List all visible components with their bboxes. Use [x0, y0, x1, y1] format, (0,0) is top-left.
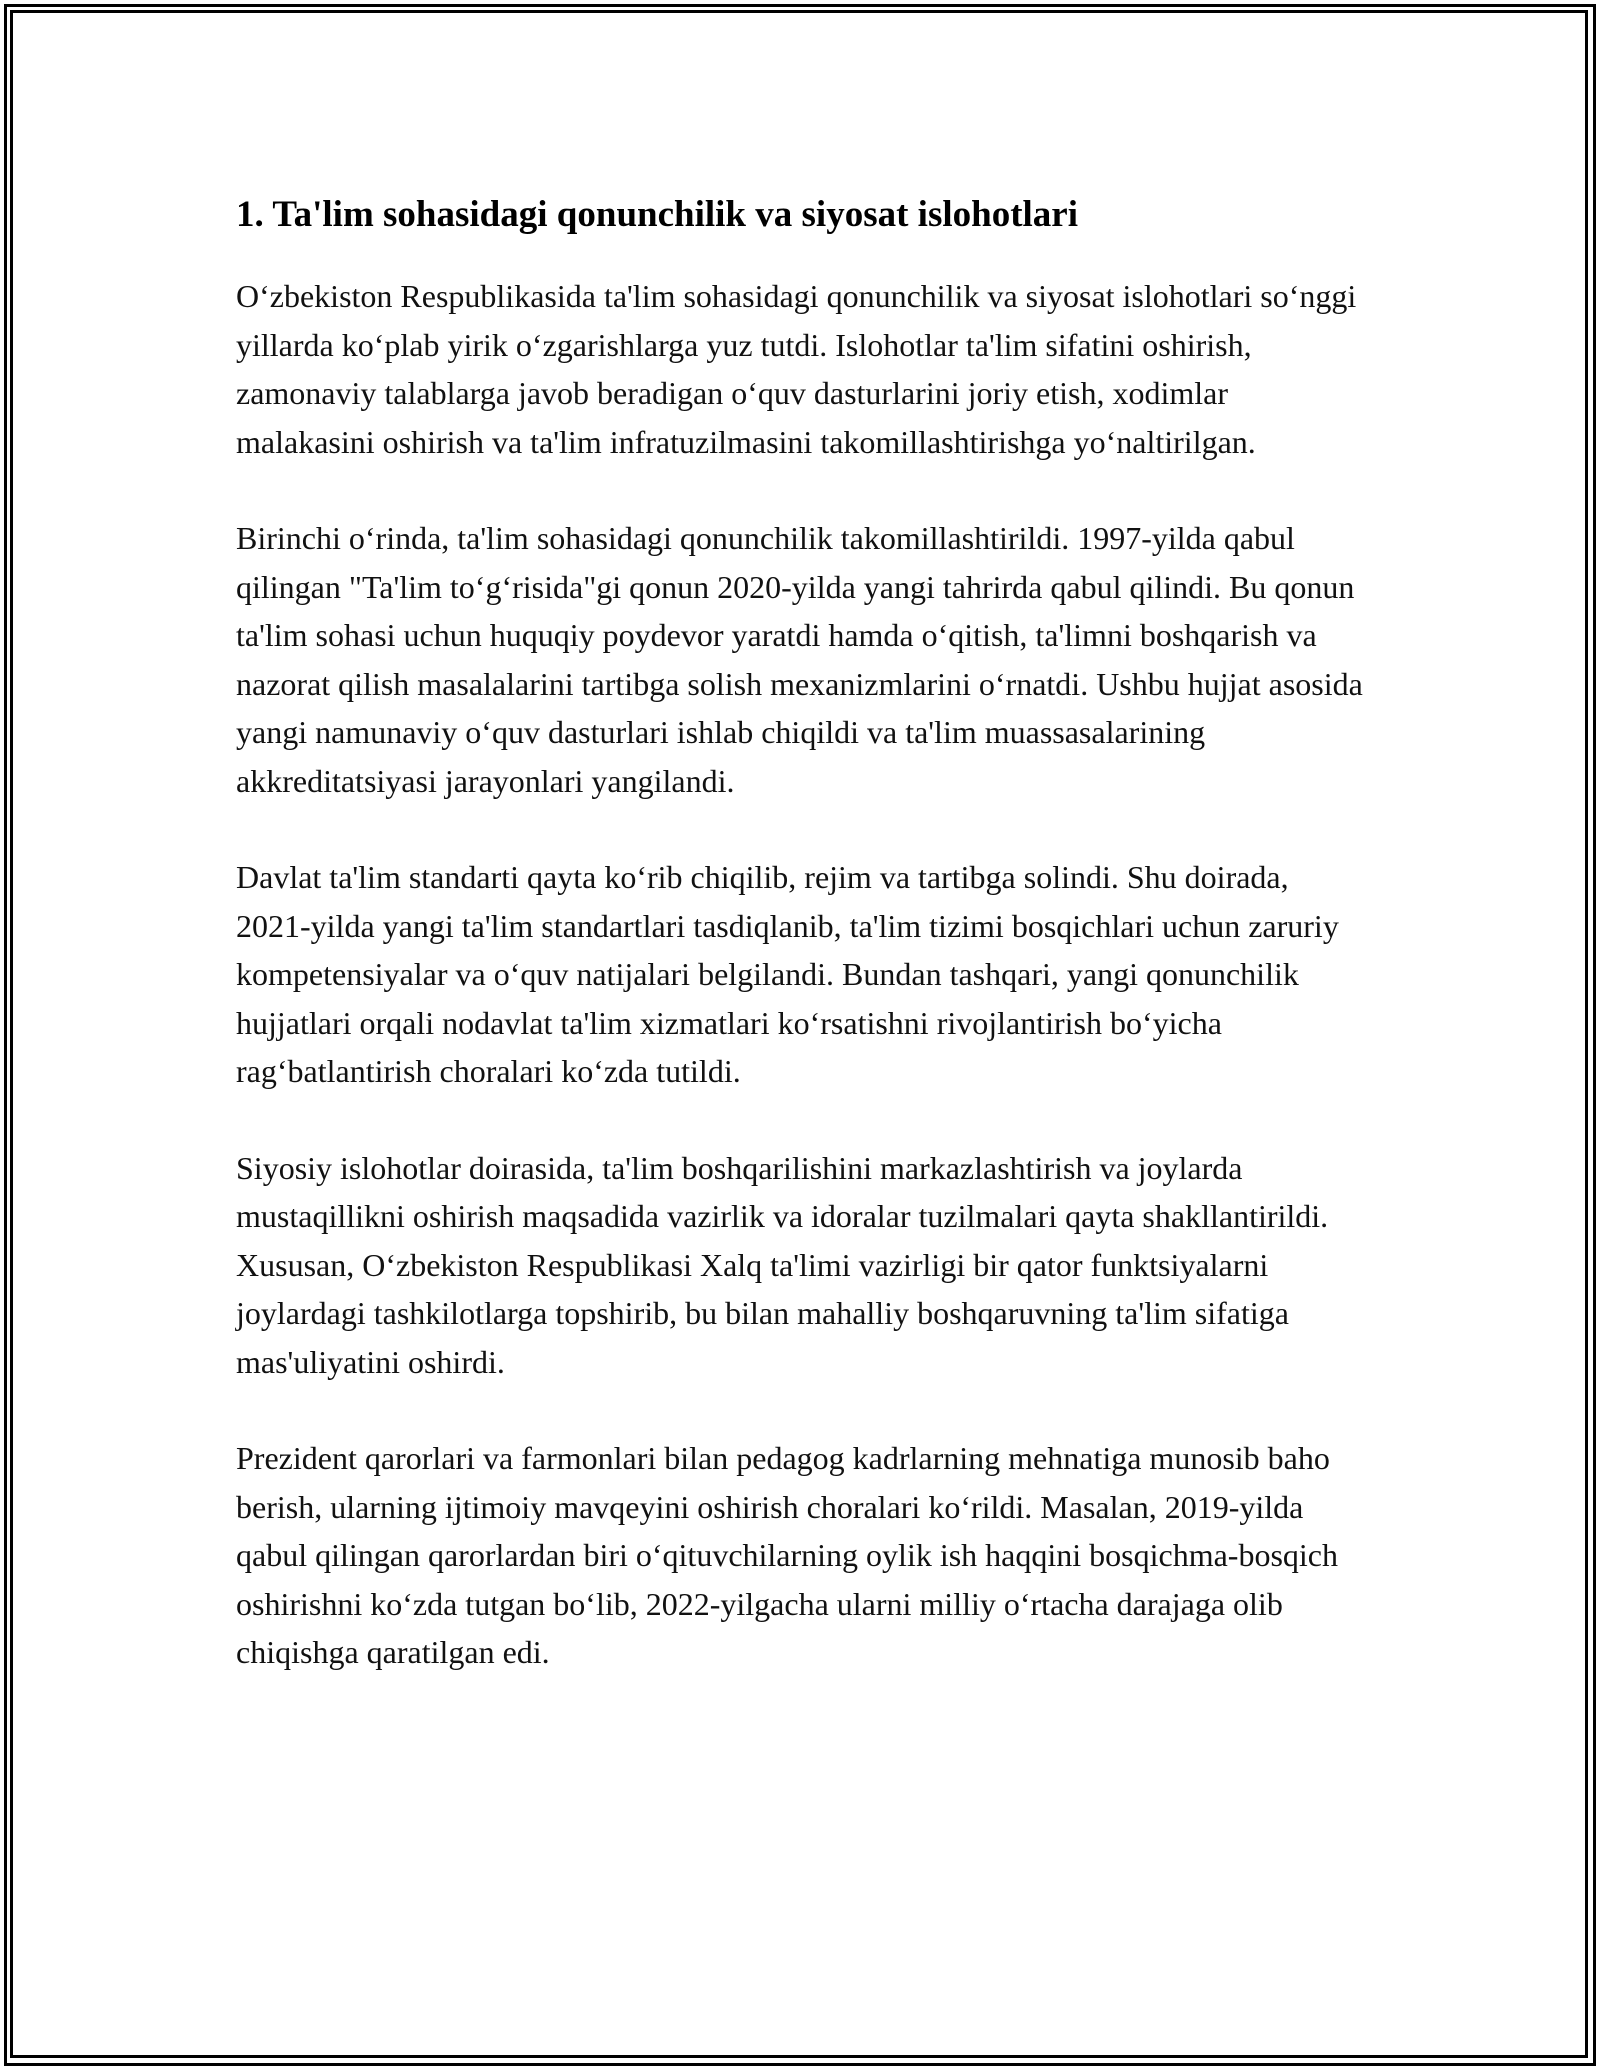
paragraph-1: O‘zbekiston Respublikasida ta'lim sohasidagi qonunchilik va siyosat islohotlari so‘nggi yillarda ko‘plab yirik o‘zgarishlarga yuz tutdi. Islohotlar ta'lim sifatini oshirish, zamonaviy talablarga javob beradigan o‘quv dasturlarini joriy etish, xodimlar malakasini oshirish va ta'lim infratuzilmasini takomillashtirishga yo‘naltirilgan.	[236, 278, 1357, 460]
document-body	[236, 186, 1366, 1725]
paragraph-4: Siyosiy islohotlar doirasida, ta'lim boshqarilishini markazlashtirish va joylarda mustaqillikni oshirish maqsadida vazirlik va idoralar tuzilmalari qayta shakllantirildi. Xususan, O‘zbekiston Respublikasi Xalq ta'limi vazirligi bir qator funktsiyalarni joylardagi tashkilotlarga topshirib, bu bilan mahalliy boshqaruvning ta'lim sifatiga mas'uliyatini oshirdi.	[236, 1149, 1329, 1380]
paragraph-5: Prezident qarorlari va farmonlari bilan pedagog kadrlarning mehnatiga munosib baho berish, ularning ijtimoiy mavqeyini oshirish choralari ko‘rildi. Masalan, 2019-yilda qabul qilingan qarorlardan biri o‘qituvchilarning oylik ish haqqini bosqichma-bosqich oshirishni ko‘zda tutgan bo‘lib, 2022-yilgacha ularni milliy o‘rtacha darajaga olib chiqishga qaratilgan edi.	[236, 1440, 1338, 1670]
section-heading: 1. Ta'lim sohasidagi qonunchilik va siyosat islohotlari	[236, 194, 1079, 235]
paragraph-2: Birinchi o‘rinda, ta'lim sohasidagi qonunchilik takomillashtirildi. 1997-yilda qabul qilingan "Ta'lim to‘g‘risida"gi qonun 2020-yilda yangi tahrirda qabul qilindi. Bu qonun ta'lim sohasi uchun huquqiy poydevor yaratdi hamda o‘qitish, ta'limni boshqarish va nazorat qilish masalalarini tartibga solish mexanizmlarini o‘rnatdi. Ushbu hujjat asosida yangi namunaviy o‘quv dasturlari ishlab chiqildi va ta'lim muassasalarining akkreditatsiyasi jarayonlari yangilandi.	[236, 520, 1363, 799]
paragraph-3: Davlat ta'lim standarti qayta ko‘rib chiqilib, rejim va tartibga solindi. Shu doirada, 2021-yilda yangi ta'lim standartlari tasdiqlanib, ta'lim tizimi bosqichlari uchun zaruriy kompetensiyalar va o‘quv natijalari belgilandi. Bundan tashqari, yangi qonunchilik hujjatlari orqali nodavlat ta'lim xizmatlari ko‘rsatishni rivojlantirish bo‘yicha rag‘batlantirish choralari ko‘zda tutildi.	[236, 859, 1339, 1089]
